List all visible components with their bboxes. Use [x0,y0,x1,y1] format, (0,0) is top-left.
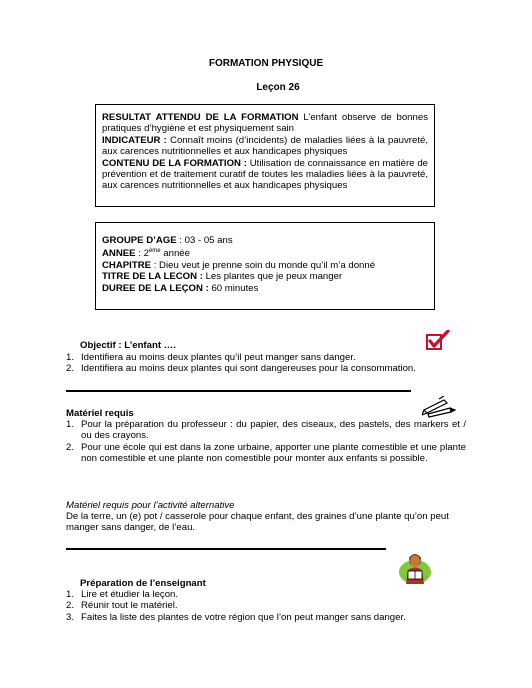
pencils-icon [422,396,456,418]
groupe-text: : 03 - 05 ans [176,235,233,246]
chapitre-label: CHAPITRE [102,260,152,271]
checkbox-check-icon [426,330,450,352]
list-item: 1. Pour la préparation du professeur : du papier, des ciseaux, des pastels, des markers et / ou des crayons. [66,419,466,442]
formation-box [95,104,435,207]
annee-text-post: année [160,248,190,260]
preparation-list [66,589,486,623]
duree-label: DUREE DE LA LEÇON : [102,282,209,294]
list-item: 3. Faites la liste des plantes de votre région que l’on peut manger sans danger. [66,611,406,623]
annee-sup: ème [148,248,161,255]
annee-text: : 2 [135,248,149,260]
lesson-number: Leçon 26 [256,82,300,93]
titre-text: Les plantes que je peux manger [202,271,343,283]
list-item: 2. Réunir tout le matériel. [66,600,178,612]
resultat-text: L’enfant observe de bonnes pratiques d’hygiène et est physiquement sain [102,112,428,135]
teacher-reading-icon [398,550,432,586]
list-item: 2. Pour une école qui est dans la zone urbaine, apporter une plante comestible et une plante non comestible et une plante non comestible pour monter aux enfants si possible. [66,441,466,465]
section-divider [66,390,411,392]
chapitre-text: : Dieu veut je prenne soin du monde qu’il m’a donné [151,260,376,271]
resultat-label: RESULTAT ATTENDU DE LA FORMATION [102,112,299,123]
indicateur-text: Connaît moins (d’incidents) de maladies liées à la pauvreté, aux carences nutritionnelles et aux handicapes physiques [102,134,428,158]
lesson-info-box [95,222,435,310]
materiel-heading: Matériel requis [66,408,134,419]
annee-label: ANNEE [102,248,136,260]
titre-label: TITRE DE LA LECON : [102,271,203,283]
list-item: 1. Lire et étudier la leçon. [66,589,179,600]
section-divider [66,548,386,550]
contenu-text: Utilisation de connaissance en matière de prévention et de traitement curatif de toutes les maladies liées à la pauvreté, aux carences nutritionnelles et aux handicapes physiques [102,157,428,192]
contenu-label: CONTENU DE LA FORMATION : [102,157,247,169]
page-title: FORMATION PHYSIQUE [208,58,324,69]
materiel-list [66,419,466,465]
duree-text: 60 minutes [208,282,259,294]
alternative-text: De la terre, un (e) pot / casserole pour chaque enfant, des graines d’une plante qu’on peut manger sans danger, de l’eau. [66,511,449,534]
alternative-heading: Matériel requis pour l’activité alternative [66,500,235,511]
indicateur-label: INDICATEUR : [102,134,167,146]
preparation-heading: Préparation de l’enseignant [80,578,206,589]
objectif-list [66,352,486,375]
list-item: 2. Identifiera au moins deux plantes qui sont dangereuses pour la consommation. [66,363,416,375]
groupe-label: GROUPE D’AGE [102,235,177,246]
list-item: 1. Identifiera au moins deux plantes qu’il peut manger sans danger. [66,352,356,363]
objectif-heading: Objectif : L’enfant …. [80,340,176,351]
